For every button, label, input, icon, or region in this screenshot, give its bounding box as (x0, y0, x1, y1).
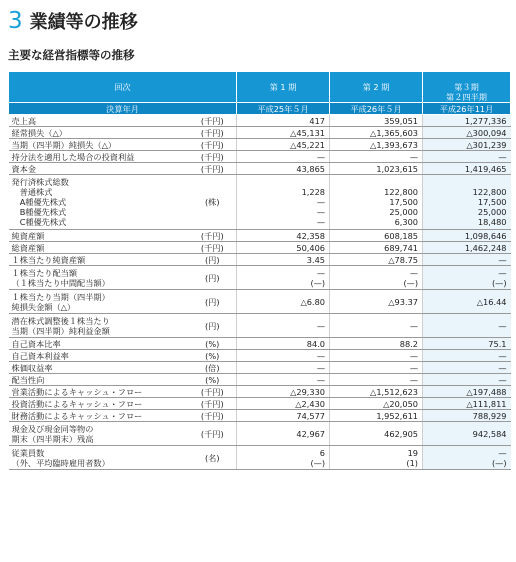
row-unit: (円) (189, 314, 237, 338)
cell-period-2-line: — (409, 267, 419, 278)
header-period-1: 第 1 期 (237, 72, 330, 103)
cell-period-2: — (330, 314, 423, 338)
row-label-line: 発行済株式総数 (11, 177, 69, 187)
cell-period-1: 417 (237, 115, 330, 127)
cell-period-2: — (330, 350, 423, 362)
cell-period-3-line: — (498, 267, 507, 278)
row-label-line: 従業員数 (11, 447, 45, 458)
table-row (9, 151, 511, 163)
cell-period-2: — (330, 362, 423, 374)
cell-period-3: △197,488 (423, 386, 511, 398)
cell-period-1 (237, 446, 330, 470)
table-body (9, 115, 511, 470)
row-unit: (千円) (189, 115, 237, 127)
section-number: 3 (8, 8, 23, 34)
cell-period-1-line: — (316, 207, 326, 217)
cell-period-3-line: 25,000 (477, 207, 507, 217)
row-label-line: C種優先株式 (11, 217, 67, 227)
table-subtitle: 主要な経営指標等の推移 (8, 48, 135, 62)
row-unit: (%) (189, 350, 237, 362)
cell-period-2-line: (—) (403, 277, 419, 288)
cell-period-3: △300,094 (423, 127, 511, 139)
cell-period-3-line: (—) (491, 277, 507, 288)
row-label: 経常損失（△） (9, 127, 189, 139)
cell-period-3: — (423, 254, 511, 266)
header-period-2: 第 2 期 (330, 72, 423, 103)
row-unit: (千円) (189, 151, 237, 163)
row-label-line: （１株当たり中間配当額） (11, 277, 110, 288)
row-unit: (千円) (189, 230, 237, 242)
cell-period-3-line: 17,500 (477, 197, 507, 207)
cell-period-2-line: 25,000 (389, 207, 419, 217)
cell-period-1: 50,406 (237, 242, 330, 254)
row-label-line: （外、平均臨時雇用者数） (11, 457, 110, 468)
row-label (9, 446, 189, 470)
row-label-line: 当期（四半期）純利益金額 (11, 325, 110, 336)
cell-period-1-line: (—) (310, 277, 326, 288)
row-unit: (円) (189, 254, 237, 266)
cell-period-1-line: — (316, 267, 326, 278)
cell-period-2: 608,185 (330, 230, 423, 242)
cell-period-3-line (426, 177, 507, 187)
cell-period-2: 359,051 (330, 115, 423, 127)
cell-period-3: — (423, 362, 511, 374)
cell-period-3-line: 122,800 (472, 187, 507, 197)
table-row (9, 290, 511, 314)
cell-period-1 (237, 175, 330, 230)
row-label-line: 普通株式 (11, 187, 53, 197)
row-label: １株当たり純資産額 (9, 254, 189, 266)
row-unit: (倍) (189, 362, 237, 374)
cell-period-2-line (333, 177, 418, 187)
table-row (9, 446, 511, 470)
cell-period-2: △93.37 (330, 290, 423, 314)
header-date-3: 平成26年11月 (423, 103, 511, 115)
table-row (9, 163, 511, 175)
cell-period-1: △45,131 (237, 127, 330, 139)
cell-period-3: △16.44 (423, 290, 511, 314)
cell-period-1: △29,330 (237, 386, 330, 398)
row-label: 総資産額 (9, 242, 189, 254)
cell-period-1: 42,967 (237, 422, 330, 446)
financial-table (8, 71, 511, 470)
table-row (9, 242, 511, 254)
cell-period-1: 3.45 (237, 254, 330, 266)
row-label-line: １株当たり当期（四半期） (11, 291, 110, 302)
cell-period-1: △45,221 (237, 139, 330, 151)
cell-period-2: △1,512,623 (330, 386, 423, 398)
cell-period-2 (330, 446, 423, 470)
cell-period-2: 689,741 (330, 242, 423, 254)
cell-period-1 (237, 266, 330, 290)
cell-period-1: 74,577 (237, 410, 330, 422)
cell-period-1-line: — (316, 217, 326, 227)
row-label (9, 314, 189, 338)
cell-period-1: △2,430 (237, 398, 330, 410)
row-label-line: 純損失金額（△） (11, 301, 76, 312)
section-title: 業績等の推移 (29, 12, 138, 33)
row-unit: (千円) (189, 242, 237, 254)
row-label (9, 422, 189, 446)
cell-period-1-line: — (316, 197, 326, 207)
table-row (9, 314, 511, 338)
row-label (9, 266, 189, 290)
table-row (9, 338, 511, 350)
row-unit: (千円) (189, 422, 237, 446)
row-label: 自己資本利益率 (9, 350, 189, 362)
table-row (9, 230, 511, 242)
cell-period-3-line: 18,480 (477, 217, 507, 227)
cell-period-1: — (237, 151, 330, 163)
row-unit: (%) (189, 374, 237, 386)
cell-period-2-line: 17,500 (389, 197, 419, 207)
row-unit: (円) (189, 266, 237, 290)
row-label-line: B種優先株式 (11, 207, 67, 217)
cell-period-3 (423, 446, 511, 470)
cell-period-2: △78.75 (330, 254, 423, 266)
cell-period-2: △20,050 (330, 398, 423, 410)
cell-period-2-line: (1) (406, 457, 419, 468)
table-row (9, 350, 511, 362)
cell-period-3: 1,098,646 (423, 230, 511, 242)
row-label: 資本金 (9, 163, 189, 175)
cell-period-2: 88.2 (330, 338, 423, 350)
cell-period-1: — (237, 374, 330, 386)
table-row (9, 374, 511, 386)
cell-period-1-line: 1,228 (301, 187, 326, 197)
cell-period-3-line: (—) (491, 457, 507, 468)
cell-period-2: — (330, 374, 423, 386)
cell-period-3: △301,239 (423, 139, 511, 151)
header-period-3-text: 第３期 第２四半期 (446, 82, 487, 102)
cell-period-1: — (237, 314, 330, 338)
section-heading (8, 6, 138, 36)
header-period-label: 回次 (9, 72, 237, 103)
cell-period-3: 1,419,465 (423, 163, 511, 175)
row-label: 持分法を適用した場合の投資利益 (9, 151, 189, 163)
row-label (9, 290, 189, 314)
header-date-2: 平成26年５月 (330, 103, 423, 115)
table-row (9, 362, 511, 374)
header-date-1: 平成25年５月 (237, 103, 330, 115)
cell-period-1: 84.0 (237, 338, 330, 350)
cell-period-3-line: — (498, 447, 507, 458)
cell-period-2 (330, 175, 423, 230)
table-row (9, 386, 511, 398)
row-unit: (株) (189, 175, 237, 230)
row-unit: (千円) (189, 139, 237, 151)
cell-period-3: 788,929 (423, 410, 511, 422)
row-label: 営業活動によるキャッシュ・フロー (9, 386, 189, 398)
cell-period-1: — (237, 350, 330, 362)
row-label: 配当性向 (9, 374, 189, 386)
cell-period-2: △1,393,673 (330, 139, 423, 151)
cell-period-3 (423, 175, 511, 230)
header-date-label: 決算年月 (9, 103, 237, 115)
cell-period-2: 1,952,611 (330, 410, 423, 422)
cell-period-2: — (330, 151, 423, 163)
row-label-line: 期末（四半期末）残高 (11, 433, 94, 444)
row-label: 当期（四半期）純損失（△） (9, 139, 189, 151)
cell-period-2 (330, 266, 423, 290)
header-period-3 (423, 72, 511, 103)
row-label: 株価収益率 (9, 362, 189, 374)
table-row (9, 127, 511, 139)
row-unit: (千円) (189, 163, 237, 175)
cell-period-3: — (423, 374, 511, 386)
row-label: 財務活動によるキャッシュ・フロー (9, 410, 189, 422)
cell-period-1: △6.80 (237, 290, 330, 314)
cell-period-3: — (423, 314, 511, 338)
table-row (9, 139, 511, 151)
cell-period-1: — (237, 362, 330, 374)
cell-period-1: 43,865 (237, 163, 330, 175)
cell-period-2: 1,023,615 (330, 163, 423, 175)
cell-period-2: 462,905 (330, 422, 423, 446)
cell-period-1-line (240, 177, 325, 187)
cell-period-2: △1,365,603 (330, 127, 423, 139)
cell-period-3: — (423, 151, 511, 163)
row-unit: (千円) (189, 127, 237, 139)
cell-period-3: 1,462,248 (423, 242, 511, 254)
row-label-line: 現金及び現金同等物の (11, 423, 94, 434)
row-label: 売上高 (9, 115, 189, 127)
cell-period-1: 42,358 (237, 230, 330, 242)
cell-period-2-line: 19 (407, 447, 419, 458)
row-label-line: 潜在株式調整後１株当たり (11, 315, 110, 326)
cell-period-3: 75.1 (423, 338, 511, 350)
table-row (9, 115, 511, 127)
table-row (9, 398, 511, 410)
table-row (9, 410, 511, 422)
cell-period-1-line: 6 (319, 447, 326, 458)
cell-period-2-line: 122,800 (384, 187, 419, 197)
cell-period-1-line: (—) (310, 457, 326, 468)
table-row (9, 266, 511, 290)
row-label (9, 175, 189, 230)
cell-period-3 (423, 266, 511, 290)
table-row (9, 422, 511, 446)
row-unit: (%) (189, 338, 237, 350)
row-label-line: １株当たり配当額 (11, 267, 78, 278)
row-label: 自己資本比率 (9, 338, 189, 350)
row-label-line: A種優先株式 (11, 197, 67, 207)
row-label: 投資活動によるキャッシュ・フロー (9, 398, 189, 410)
row-unit: (千円) (189, 386, 237, 398)
table-row (9, 175, 511, 230)
cell-period-3: 1,277,336 (423, 115, 511, 127)
cell-period-3: 942,584 (423, 422, 511, 446)
row-label: 純資産額 (9, 230, 189, 242)
cell-period-3: △111,811 (423, 398, 511, 410)
row-unit: (名) (189, 446, 237, 470)
cell-period-3: — (423, 350, 511, 362)
table-row (9, 254, 511, 266)
row-unit: (千円) (189, 410, 237, 422)
cell-period-2-line: 6,300 (394, 217, 419, 227)
row-unit: (円) (189, 290, 237, 314)
row-unit: (千円) (189, 398, 237, 410)
